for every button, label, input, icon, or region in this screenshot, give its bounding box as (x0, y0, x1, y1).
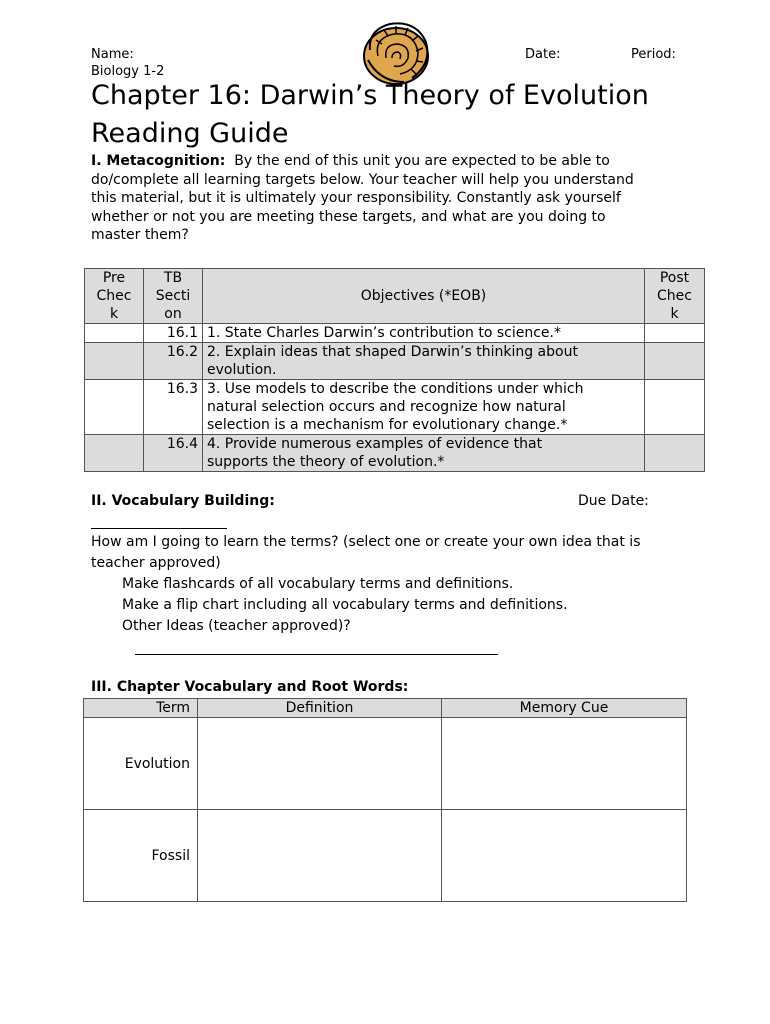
metacognition-label: I. Metacognition: (91, 153, 226, 169)
pre-check-cell[interactable] (85, 324, 144, 343)
metacognition-section: I. Metacognition: By the end of this unit you are expected to be able to do/complete all learning targets below. Your teacher will help you understand this material, but it is ultimately your responsibility. Constantly ask yourself whether or not you are meeting these targets, and what are you doing to master them? (91, 153, 634, 243)
memory-cue-cell[interactable] (442, 718, 687, 810)
table-row: 16.3 3. Use models to describe the conditions under which natural selection occurs and recognize how natural selection is a mechanism for evolutionary change.* (85, 380, 705, 435)
post-check-header: Post Chec k (645, 269, 705, 324)
list-item: Other Ideas (teacher approved)? (122, 618, 351, 634)
definition-cell[interactable] (198, 810, 442, 902)
pre-check-cell[interactable] (85, 343, 144, 380)
date-label: Date: (525, 47, 561, 62)
name-label: Name: (91, 47, 134, 62)
table-row: 16.4 4. Provide numerous examples of evidence that supports the theory of evolution.* (85, 435, 705, 472)
table-row: 16.2 2. Explain ideas that shaped Darwin’s thinking about evolution. (85, 343, 705, 380)
list-item: Make a flip chart including all vocabulary terms and definitions. (122, 597, 568, 613)
post-check-cell[interactable] (645, 435, 705, 472)
table-row: 16.1 1. State Charles Darwin’s contribution to science.* (85, 324, 705, 343)
objective-text: 4. Provide numerous examples of evidence that supports the theory of evolution.* (203, 435, 645, 472)
objective-text: 2. Explain ideas that shaped Darwin’s thinking about evolution. (203, 343, 645, 380)
period-label: Period: (631, 47, 676, 62)
vocabulary-table (83, 698, 687, 902)
memory-cue-cell[interactable] (442, 810, 687, 902)
definition-header: Definition (198, 699, 442, 718)
definition-cell[interactable] (198, 718, 442, 810)
term-cell: Evolution (84, 718, 198, 810)
course-label: Biology 1-2 (91, 64, 165, 79)
due-date-label: Due Date: (578, 493, 649, 509)
post-check-cell[interactable] (645, 343, 705, 380)
term-header: Term (84, 699, 198, 718)
objective-text: 3. Use models to describe the conditions under which natural selection occurs and recognize how natural selection is a mechanism for evolutionary change.* (203, 380, 645, 435)
pre-check-cell[interactable] (85, 380, 144, 435)
vocab-building-label: II. Vocabulary Building: (91, 493, 275, 509)
due-date-blank[interactable] (91, 514, 227, 529)
objective-text: 1. State Charles Darwin’s contribution to science.* (203, 324, 645, 343)
post-check-cell[interactable] (645, 380, 705, 435)
vocab-options (112, 574, 568, 637)
table-header-row (84, 699, 687, 718)
pre-check-header: Pre Chec k (85, 269, 144, 324)
objectives-header: Objectives (*EOB) (203, 269, 645, 324)
pre-check-cell[interactable] (85, 435, 144, 472)
list-item: Make flashcards of all vocabulary terms and definitions. (122, 576, 514, 592)
chapter-vocab-label: III. Chapter Vocabulary and Root Words: (91, 679, 409, 695)
objectives-table (84, 268, 705, 472)
other-ideas-blank[interactable] (135, 640, 498, 655)
table-row (84, 810, 687, 902)
table-header-row (85, 269, 705, 324)
tb-section-header: TB Secti on (144, 269, 203, 324)
memory-cue-header: Memory Cue (442, 699, 687, 718)
page-title: Chapter 16: Darwin’s Theory of Evolution Reading Guide (91, 80, 649, 149)
table-row (84, 718, 687, 810)
post-check-cell[interactable] (645, 324, 705, 343)
vocab-question: How am I going to learn the terms? (select one or create your own idea that is teacher approved) (91, 534, 641, 571)
term-cell: Fossil (84, 810, 198, 902)
